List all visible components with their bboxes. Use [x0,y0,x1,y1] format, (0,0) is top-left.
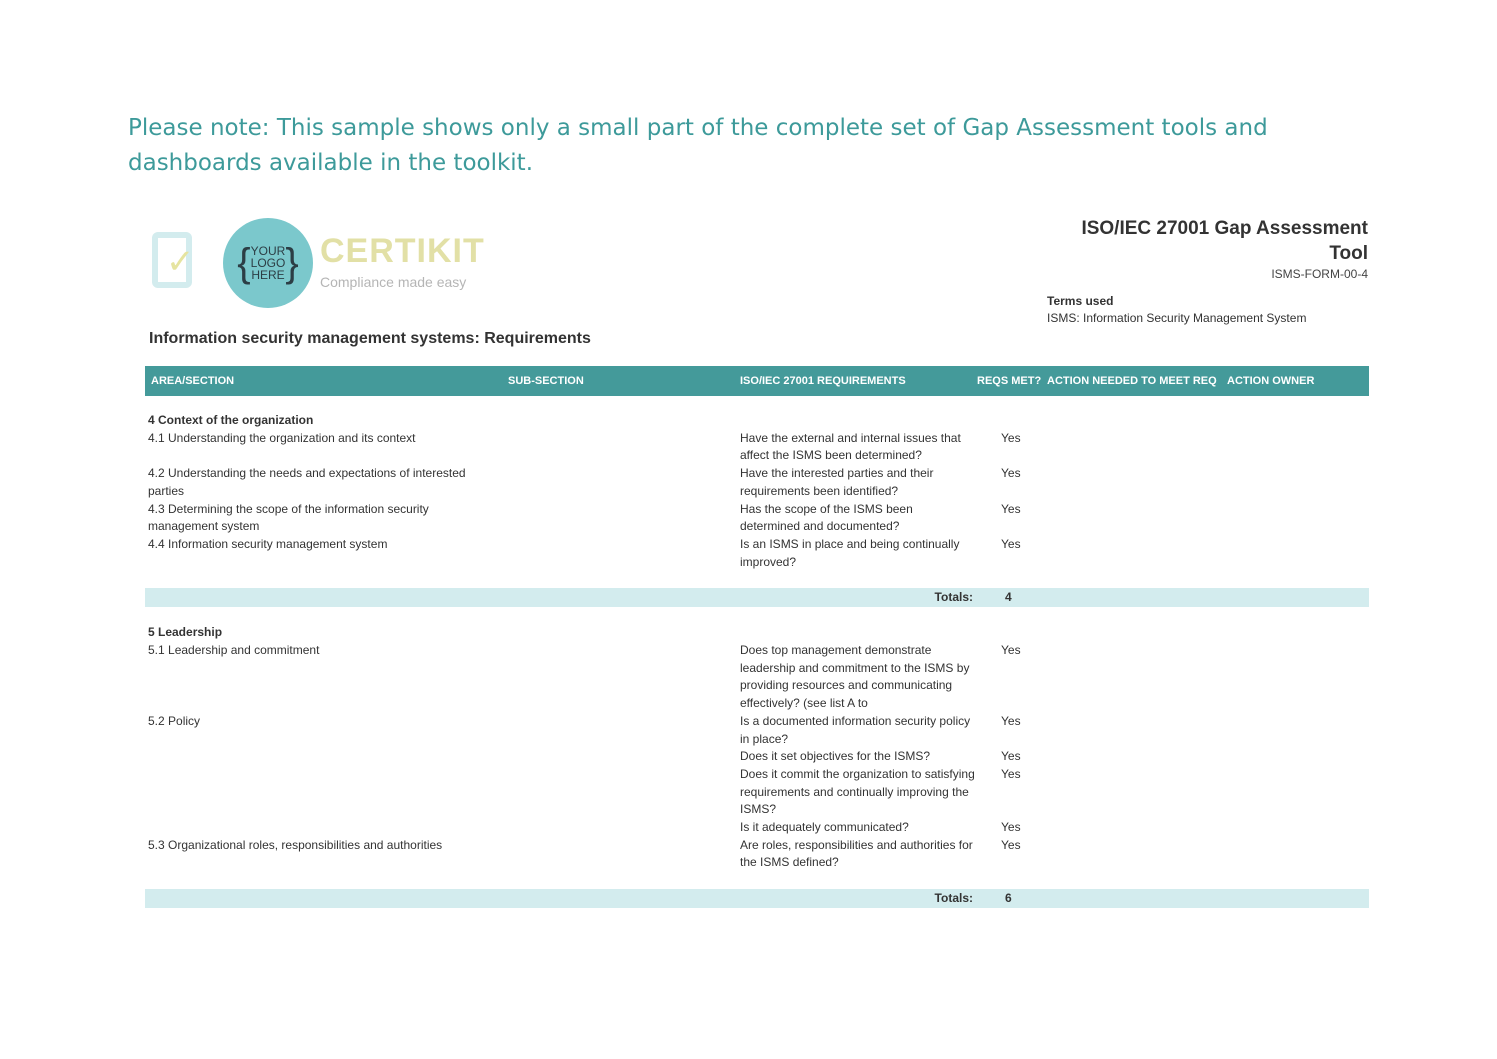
table-row [145,465,1369,500]
reqs-met-cell: Yes [1001,713,1021,728]
logo-background-tagline: Compliance made easy [320,274,467,290]
terms-text: ISMS: Information Security Management System [1047,311,1307,325]
table-row [145,766,1369,819]
table-row [145,748,1369,766]
checkmark-icon: ✓ [166,243,195,281]
area-cell [148,766,493,819]
right-brace-icon: } [285,241,299,285]
totals-value: 4 [1005,590,1012,605]
table-row [145,642,1369,713]
area-cell [148,748,493,766]
col-action-needed: ACTION NEEDED TO MEET REQ [1047,375,1217,387]
requirement-cell: Has the scope of the ISMS been determined and documented? [740,501,913,534]
requirement-cell: Is a documented information security policy in place? [740,713,971,746]
reqs-met-cell: Yes [1001,643,1021,658]
table-row [145,536,1369,571]
sample-note: Please note: This sample shows only a small part of the complete set of Gap Assessment tools and dashboards available in the toolkit. [128,115,1268,176]
table-body [145,412,1369,925]
table-row [145,430,1369,465]
section-heading: 5 Leadership [148,625,223,640]
col-requirements: ISO/IEC 27001 REQUIREMENTS [740,375,906,387]
requirement-cell: Have the interested parties and their requirements been identified? [740,466,934,498]
totals-label: Totals: [934,891,973,906]
logo-line: YOUR [250,244,286,258]
table-row [145,837,1369,872]
logo-placeholder [223,218,313,308]
logo [150,218,550,308]
area-cell: 4.4 Information security management system [148,536,388,551]
table-row [145,713,1369,748]
reqs-met-cell: Yes [1001,749,1021,764]
terms-used [1047,293,1306,327]
table-header [145,366,1369,396]
requirement-cell: Does it set objectives for the ISMS? [740,749,931,764]
reqs-met-cell: Yes [1001,766,1021,781]
col-subsection: SUB-SECTION [508,375,584,387]
area-cell: 5.1 Leadership and commitment [148,643,320,658]
reqs-met-cell: Yes [1001,430,1021,445]
totals-row [145,588,1369,607]
reqs-met-cell: Yes [1001,837,1021,852]
area-cell: 5.2 Policy [148,713,201,728]
area-cell: 4.1 Understanding the organization and its context [148,430,416,445]
col-reqs-met: REQS MET? [977,375,1042,387]
reqs-met-cell: Yes [1001,501,1021,516]
requirement-cell: Is an ISMS in place and being continually improved? [740,536,960,569]
reqs-met-cell: Yes [1001,466,1021,481]
requirement-cell: Have the external and internal issues that affect the ISMS been determined? [740,430,961,463]
section-subtitle: Information security management systems: Requirements [149,330,591,347]
section-heading: 4 Context of the organization [148,413,314,427]
area-cell: 5.3 Organizational roles, responsibilities and authorities [148,837,443,852]
col-area: AREA/SECTION [151,375,235,387]
area-cell [148,819,493,837]
requirement-cell: Is it adequately communicated? [740,820,909,835]
totals-value: 6 [1005,891,1012,906]
logo-line: LOGO [250,256,286,270]
table-row [145,819,1369,837]
document-title: ISO/IEC 27001 Gap Assessment Tool [1081,218,1368,264]
terms-label: Terms used [1047,294,1114,308]
totals-row [145,889,1369,908]
logo-background-mark: CERTIKIT [320,232,485,270]
logo-line: HERE [251,268,285,282]
requirement-cell: Are roles, responsibilities and authorities for the ISMS defined? [740,837,973,870]
totals-label: Totals: [934,590,973,605]
left-brace-icon: { [237,241,251,285]
table-row [145,501,1369,536]
requirement-cell: Does it commit the organization to satisfying requirements and continually improving the ISMS? [740,766,975,817]
col-action-owner: ACTION OWNER [1227,375,1315,387]
reqs-met-cell: Yes [1001,820,1021,835]
area-cell: 4.2 Understanding the needs and expectations of interested parties [148,466,466,498]
form-id: ISMS-FORM-00-4 [1271,267,1368,281]
reqs-met-cell: Yes [1001,536,1021,551]
requirement-cell: Does top management demonstrate leadership and commitment to the ISMS by providing resources and communicating effectively? (see list A to [740,643,970,711]
area-cell: 4.3 Determining the scope of the information security management system [148,501,429,534]
